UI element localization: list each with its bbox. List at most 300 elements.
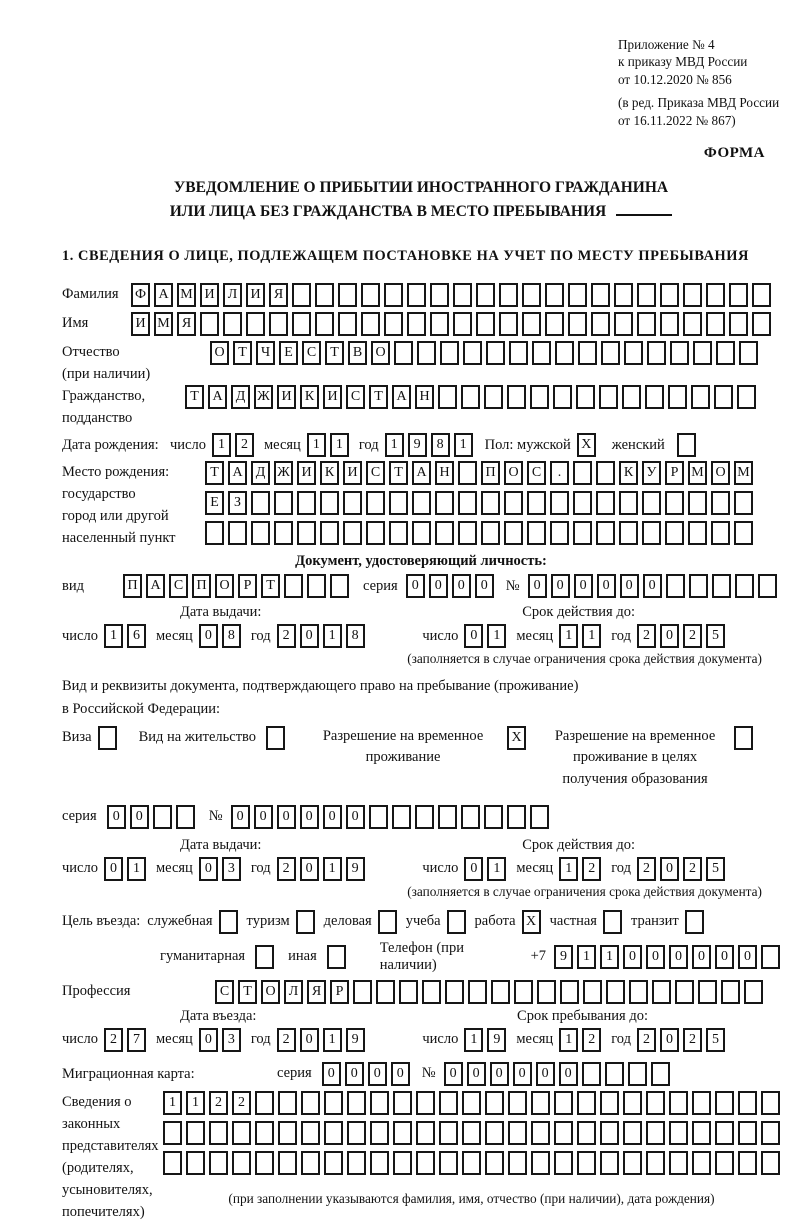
char-cell[interactable] bbox=[200, 312, 219, 336]
char-cell[interactable] bbox=[623, 1151, 642, 1175]
sex-male-checkbox[interactable] bbox=[577, 433, 596, 457]
char-cell[interactable]: Я bbox=[177, 312, 196, 336]
char-cell[interactable]: 0 bbox=[660, 624, 679, 648]
char-cell[interactable]: 2 bbox=[637, 624, 656, 648]
char-cell[interactable]: 0 bbox=[444, 1062, 463, 1086]
char-cell[interactable]: И bbox=[343, 461, 362, 485]
char-cell[interactable] bbox=[554, 1151, 573, 1175]
char-cell[interactable] bbox=[407, 283, 426, 307]
char-cell[interactable] bbox=[688, 521, 707, 545]
char-cell[interactable]: 0 bbox=[199, 624, 218, 648]
char-cell[interactable] bbox=[228, 521, 247, 545]
char-cell[interactable]: 3 bbox=[222, 1028, 241, 1052]
char-cell[interactable] bbox=[301, 1091, 320, 1115]
char-cell[interactable] bbox=[343, 491, 362, 515]
char-cell[interactable]: 2 bbox=[277, 624, 296, 648]
char-cell[interactable] bbox=[685, 910, 704, 934]
char-cell[interactable] bbox=[675, 980, 694, 1004]
char-cell[interactable] bbox=[246, 312, 265, 336]
char-cell[interactable] bbox=[438, 805, 457, 829]
char-cell[interactable] bbox=[734, 491, 753, 515]
residence-permit-checkbox[interactable] bbox=[266, 726, 285, 750]
char-cell[interactable]: . bbox=[550, 461, 569, 485]
char-cell[interactable] bbox=[347, 1151, 366, 1175]
char-cell[interactable]: 1 bbox=[127, 857, 146, 881]
char-cell[interactable] bbox=[504, 521, 523, 545]
char-cell[interactable] bbox=[366, 521, 385, 545]
char-cell[interactable] bbox=[416, 1091, 435, 1115]
char-cell[interactable]: А bbox=[208, 385, 227, 409]
char-cell[interactable] bbox=[550, 521, 569, 545]
char-cell[interactable] bbox=[665, 491, 684, 515]
char-cell[interactable] bbox=[266, 726, 285, 750]
char-cell[interactable]: М bbox=[177, 283, 196, 307]
representatives-line2-cells[interactable] bbox=[163, 1121, 780, 1145]
char-cell[interactable]: 5 bbox=[706, 1028, 725, 1052]
char-cell[interactable] bbox=[393, 1151, 412, 1175]
char-cell[interactable] bbox=[761, 945, 780, 969]
char-cell[interactable] bbox=[462, 1151, 481, 1175]
char-cell[interactable] bbox=[752, 283, 771, 307]
residence-validity-year-cells[interactable] bbox=[637, 857, 725, 881]
char-cell[interactable] bbox=[583, 980, 602, 1004]
char-cell[interactable] bbox=[481, 521, 500, 545]
char-cell[interactable] bbox=[545, 312, 564, 336]
doc-seriya-cells[interactable] bbox=[406, 574, 494, 598]
purpose-humanitarian-checkbox[interactable] bbox=[255, 945, 274, 969]
char-cell[interactable] bbox=[692, 1151, 711, 1175]
char-cell[interactable]: 0 bbox=[551, 574, 570, 598]
char-cell[interactable] bbox=[98, 726, 117, 750]
char-cell[interactable]: 1 bbox=[385, 433, 404, 457]
char-cell[interactable] bbox=[507, 805, 526, 829]
char-cell[interactable] bbox=[554, 1091, 573, 1115]
char-cell[interactable] bbox=[553, 385, 572, 409]
purpose-tourism-checkbox[interactable] bbox=[296, 910, 315, 934]
char-cell[interactable] bbox=[689, 574, 708, 598]
char-cell[interactable]: 8 bbox=[346, 624, 365, 648]
citizenship-cells[interactable] bbox=[185, 385, 756, 409]
char-cell[interactable]: 0 bbox=[643, 574, 662, 598]
char-cell[interactable] bbox=[622, 385, 641, 409]
char-cell[interactable]: 0 bbox=[346, 805, 365, 829]
char-cell[interactable] bbox=[651, 1062, 670, 1086]
char-cell[interactable]: С bbox=[346, 385, 365, 409]
char-cell[interactable] bbox=[430, 312, 449, 336]
birthplace-line2-cells[interactable] bbox=[205, 491, 753, 515]
char-cell[interactable] bbox=[706, 283, 725, 307]
char-cell[interactable] bbox=[752, 312, 771, 336]
char-cell[interactable]: 2 bbox=[637, 857, 656, 881]
char-cell[interactable] bbox=[399, 980, 418, 1004]
char-cell[interactable] bbox=[338, 312, 357, 336]
char-cell[interactable]: 0 bbox=[107, 805, 126, 829]
char-cell[interactable]: А bbox=[392, 385, 411, 409]
char-cell[interactable] bbox=[301, 1151, 320, 1175]
char-cell[interactable]: X bbox=[507, 726, 526, 750]
char-cell[interactable]: О bbox=[711, 461, 730, 485]
char-cell[interactable]: 0 bbox=[660, 857, 679, 881]
char-cell[interactable]: 2 bbox=[582, 1028, 601, 1052]
char-cell[interactable] bbox=[485, 1091, 504, 1115]
char-cell[interactable]: 0 bbox=[490, 1062, 509, 1086]
char-cell[interactable] bbox=[269, 312, 288, 336]
char-cell[interactable] bbox=[255, 1091, 274, 1115]
char-cell[interactable]: И bbox=[246, 283, 265, 307]
residence-issue-day-cells[interactable] bbox=[104, 857, 146, 881]
char-cell[interactable]: 1 bbox=[577, 945, 596, 969]
char-cell[interactable] bbox=[568, 312, 587, 336]
char-cell[interactable]: 9 bbox=[346, 857, 365, 881]
char-cell[interactable] bbox=[232, 1151, 251, 1175]
char-cell[interactable]: О bbox=[504, 461, 523, 485]
char-cell[interactable] bbox=[670, 341, 689, 365]
char-cell[interactable] bbox=[292, 283, 311, 307]
char-cell[interactable] bbox=[527, 491, 546, 515]
char-cell[interactable]: 1 bbox=[487, 857, 506, 881]
char-cell[interactable]: П bbox=[481, 461, 500, 485]
char-cell[interactable]: 0 bbox=[323, 805, 342, 829]
char-cell[interactable] bbox=[691, 385, 710, 409]
char-cell[interactable] bbox=[251, 521, 270, 545]
char-cell[interactable] bbox=[435, 521, 454, 545]
char-cell[interactable] bbox=[462, 1121, 481, 1145]
temp-residence-checkbox[interactable] bbox=[507, 726, 526, 750]
char-cell[interactable] bbox=[614, 283, 633, 307]
char-cell[interactable] bbox=[715, 1091, 734, 1115]
char-cell[interactable]: 2 bbox=[683, 857, 702, 881]
char-cell[interactable]: Д bbox=[251, 461, 270, 485]
char-cell[interactable]: П bbox=[123, 574, 142, 598]
char-cell[interactable] bbox=[692, 1091, 711, 1115]
char-cell[interactable] bbox=[683, 312, 702, 336]
doc-issue-year-cells[interactable] bbox=[277, 624, 365, 648]
char-cell[interactable] bbox=[338, 283, 357, 307]
char-cell[interactable] bbox=[509, 341, 528, 365]
char-cell[interactable]: 0 bbox=[646, 945, 665, 969]
char-cell[interactable]: 0 bbox=[464, 624, 483, 648]
char-cell[interactable] bbox=[550, 491, 569, 515]
char-cell[interactable] bbox=[209, 1151, 228, 1175]
char-cell[interactable]: С bbox=[527, 461, 546, 485]
doc-validity-year-cells[interactable] bbox=[637, 624, 725, 648]
purpose-other-checkbox[interactable] bbox=[327, 945, 346, 969]
char-cell[interactable] bbox=[353, 980, 372, 1004]
char-cell[interactable] bbox=[186, 1151, 205, 1175]
char-cell[interactable] bbox=[301, 1121, 320, 1145]
char-cell[interactable] bbox=[738, 1091, 757, 1115]
char-cell[interactable]: О bbox=[261, 980, 280, 1004]
char-cell[interactable] bbox=[324, 1151, 343, 1175]
char-cell[interactable] bbox=[737, 385, 756, 409]
char-cell[interactable] bbox=[476, 312, 495, 336]
char-cell[interactable] bbox=[628, 1062, 647, 1086]
char-cell[interactable] bbox=[573, 461, 592, 485]
char-cell[interactable] bbox=[738, 1151, 757, 1175]
char-cell[interactable] bbox=[327, 945, 346, 969]
char-cell[interactable] bbox=[369, 805, 388, 829]
char-cell[interactable]: 2 bbox=[637, 1028, 656, 1052]
char-cell[interactable]: М bbox=[154, 312, 173, 336]
char-cell[interactable] bbox=[507, 385, 526, 409]
char-cell[interactable] bbox=[646, 1091, 665, 1115]
char-cell[interactable] bbox=[606, 980, 625, 1004]
char-cell[interactable]: 1 bbox=[307, 433, 326, 457]
char-cell[interactable]: И bbox=[323, 385, 342, 409]
char-cell[interactable]: 1 bbox=[600, 945, 619, 969]
char-cell[interactable] bbox=[370, 1151, 389, 1175]
residence-issue-month-cells[interactable] bbox=[199, 857, 241, 881]
char-cell[interactable]: 0 bbox=[574, 574, 593, 598]
char-cell[interactable] bbox=[596, 491, 615, 515]
char-cell[interactable] bbox=[347, 1091, 366, 1115]
char-cell[interactable] bbox=[578, 341, 597, 365]
char-cell[interactable]: 2 bbox=[232, 1091, 251, 1115]
char-cell[interactable]: 3 bbox=[222, 857, 241, 881]
char-cell[interactable]: 0 bbox=[660, 1028, 679, 1052]
char-cell[interactable] bbox=[711, 521, 730, 545]
char-cell[interactable]: А bbox=[146, 574, 165, 598]
visa-checkbox[interactable] bbox=[98, 726, 117, 750]
char-cell[interactable] bbox=[416, 1151, 435, 1175]
char-cell[interactable]: 0 bbox=[467, 1062, 486, 1086]
char-cell[interactable] bbox=[438, 385, 457, 409]
char-cell[interactable]: 0 bbox=[199, 857, 218, 881]
char-cell[interactable]: 0 bbox=[620, 574, 639, 598]
char-cell[interactable]: 5 bbox=[706, 857, 725, 881]
char-cell[interactable] bbox=[274, 491, 293, 515]
char-cell[interactable]: 0 bbox=[738, 945, 757, 969]
char-cell[interactable] bbox=[601, 341, 620, 365]
char-cell[interactable] bbox=[591, 312, 610, 336]
temp-residence-education-checkbox[interactable] bbox=[734, 726, 753, 750]
char-cell[interactable] bbox=[447, 910, 466, 934]
char-cell[interactable] bbox=[738, 1121, 757, 1145]
char-cell[interactable]: К bbox=[320, 461, 339, 485]
doc-issue-day-cells[interactable] bbox=[104, 624, 146, 648]
birth-month-cells[interactable] bbox=[307, 433, 349, 457]
char-cell[interactable]: 1 bbox=[582, 624, 601, 648]
char-cell[interactable] bbox=[734, 521, 753, 545]
char-cell[interactable]: С bbox=[302, 341, 321, 365]
char-cell[interactable]: А bbox=[228, 461, 247, 485]
char-cell[interactable] bbox=[297, 491, 316, 515]
char-cell[interactable] bbox=[255, 945, 274, 969]
char-cell[interactable]: Ф bbox=[131, 283, 150, 307]
char-cell[interactable] bbox=[440, 341, 459, 365]
char-cell[interactable]: 0 bbox=[597, 574, 616, 598]
residence-issue-year-cells[interactable] bbox=[277, 857, 365, 881]
char-cell[interactable] bbox=[278, 1091, 297, 1115]
char-cell[interactable] bbox=[623, 1091, 642, 1115]
char-cell[interactable] bbox=[605, 1062, 624, 1086]
char-cell[interactable] bbox=[642, 521, 661, 545]
char-cell[interactable] bbox=[692, 1121, 711, 1145]
char-cell[interactable] bbox=[624, 341, 643, 365]
char-cell[interactable]: 0 bbox=[300, 1028, 319, 1052]
birthplace-line3-cells[interactable] bbox=[205, 521, 753, 545]
profession-cells[interactable] bbox=[215, 980, 763, 1004]
char-cell[interactable]: 1 bbox=[559, 1028, 578, 1052]
char-cell[interactable]: 9 bbox=[487, 1028, 506, 1052]
char-cell[interactable] bbox=[412, 491, 431, 515]
birth-year-cells[interactable] bbox=[385, 433, 473, 457]
char-cell[interactable]: 2 bbox=[235, 433, 254, 457]
char-cell[interactable] bbox=[715, 1151, 734, 1175]
char-cell[interactable] bbox=[186, 1121, 205, 1145]
char-cell[interactable]: С bbox=[215, 980, 234, 1004]
char-cell[interactable]: В bbox=[348, 341, 367, 365]
char-cell[interactable] bbox=[596, 521, 615, 545]
until-day-cells[interactable] bbox=[464, 1028, 506, 1052]
char-cell[interactable] bbox=[485, 1151, 504, 1175]
char-cell[interactable]: X bbox=[577, 433, 596, 457]
char-cell[interactable]: 8 bbox=[431, 433, 450, 457]
char-cell[interactable] bbox=[209, 1121, 228, 1145]
char-cell[interactable]: Т bbox=[233, 341, 252, 365]
char-cell[interactable] bbox=[652, 980, 671, 1004]
char-cell[interactable]: 7 bbox=[127, 1028, 146, 1052]
char-cell[interactable]: 1 bbox=[323, 624, 342, 648]
char-cell[interactable]: С bbox=[169, 574, 188, 598]
char-cell[interactable]: П bbox=[192, 574, 211, 598]
char-cell[interactable]: 0 bbox=[322, 1062, 341, 1086]
purpose-business-checkbox[interactable] bbox=[219, 910, 238, 934]
char-cell[interactable] bbox=[219, 910, 238, 934]
char-cell[interactable] bbox=[761, 1121, 780, 1145]
char-cell[interactable] bbox=[573, 521, 592, 545]
char-cell[interactable] bbox=[439, 1121, 458, 1145]
char-cell[interactable] bbox=[458, 521, 477, 545]
char-cell[interactable] bbox=[485, 1121, 504, 1145]
char-cell[interactable] bbox=[461, 805, 480, 829]
char-cell[interactable] bbox=[560, 980, 579, 1004]
char-cell[interactable]: Е bbox=[205, 491, 224, 515]
birthplace-line1-cells[interactable] bbox=[205, 461, 753, 485]
char-cell[interactable]: Т bbox=[185, 385, 204, 409]
char-cell[interactable] bbox=[274, 521, 293, 545]
birth-day-cells[interactable] bbox=[212, 433, 254, 457]
char-cell[interactable] bbox=[669, 1121, 688, 1145]
char-cell[interactable] bbox=[476, 283, 495, 307]
char-cell[interactable] bbox=[591, 283, 610, 307]
char-cell[interactable]: Т bbox=[238, 980, 257, 1004]
char-cell[interactable] bbox=[255, 1151, 274, 1175]
char-cell[interactable] bbox=[530, 385, 549, 409]
char-cell[interactable] bbox=[646, 1121, 665, 1145]
char-cell[interactable] bbox=[744, 980, 763, 1004]
char-cell[interactable] bbox=[393, 1091, 412, 1115]
doc-type-cells[interactable] bbox=[123, 574, 349, 598]
char-cell[interactable] bbox=[468, 980, 487, 1004]
char-cell[interactable] bbox=[576, 385, 595, 409]
char-cell[interactable] bbox=[545, 283, 564, 307]
doc-issue-month-cells[interactable] bbox=[199, 624, 241, 648]
representatives-line3-cells[interactable] bbox=[163, 1151, 780, 1175]
char-cell[interactable]: 0 bbox=[199, 1028, 218, 1052]
char-cell[interactable]: 0 bbox=[406, 574, 425, 598]
char-cell[interactable] bbox=[577, 1151, 596, 1175]
char-cell[interactable]: Р bbox=[330, 980, 349, 1004]
char-cell[interactable] bbox=[508, 1121, 527, 1145]
char-cell[interactable] bbox=[481, 491, 500, 515]
char-cell[interactable]: 2 bbox=[104, 1028, 123, 1052]
char-cell[interactable] bbox=[392, 805, 411, 829]
char-cell[interactable]: 0 bbox=[692, 945, 711, 969]
char-cell[interactable] bbox=[330, 574, 349, 598]
char-cell[interactable]: 0 bbox=[345, 1062, 364, 1086]
char-cell[interactable] bbox=[530, 805, 549, 829]
char-cell[interactable] bbox=[761, 1091, 780, 1115]
residence-validity-month-cells[interactable] bbox=[559, 857, 601, 881]
char-cell[interactable] bbox=[577, 1121, 596, 1145]
char-cell[interactable] bbox=[677, 433, 696, 457]
char-cell[interactable] bbox=[499, 283, 518, 307]
char-cell[interactable]: И bbox=[277, 385, 296, 409]
char-cell[interactable]: 2 bbox=[277, 857, 296, 881]
char-cell[interactable] bbox=[739, 341, 758, 365]
char-cell[interactable] bbox=[623, 1121, 642, 1145]
char-cell[interactable]: С bbox=[366, 461, 385, 485]
char-cell[interactable] bbox=[486, 341, 505, 365]
char-cell[interactable]: 1 bbox=[559, 857, 578, 881]
char-cell[interactable] bbox=[514, 980, 533, 1004]
char-cell[interactable] bbox=[614, 312, 633, 336]
char-cell[interactable] bbox=[600, 1151, 619, 1175]
char-cell[interactable]: 6 bbox=[127, 624, 146, 648]
char-cell[interactable]: 1 bbox=[212, 433, 231, 457]
char-cell[interactable]: Т bbox=[369, 385, 388, 409]
char-cell[interactable] bbox=[508, 1151, 527, 1175]
entry-day-cells[interactable] bbox=[104, 1028, 146, 1052]
char-cell[interactable] bbox=[163, 1151, 182, 1175]
char-cell[interactable] bbox=[522, 312, 541, 336]
char-cell[interactable] bbox=[668, 385, 687, 409]
char-cell[interactable] bbox=[389, 491, 408, 515]
char-cell[interactable]: 2 bbox=[683, 1028, 702, 1052]
char-cell[interactable] bbox=[251, 491, 270, 515]
char-cell[interactable]: 0 bbox=[231, 805, 250, 829]
char-cell[interactable]: 0 bbox=[464, 857, 483, 881]
char-cell[interactable]: Е bbox=[279, 341, 298, 365]
char-cell[interactable]: Т bbox=[261, 574, 280, 598]
char-cell[interactable]: К bbox=[300, 385, 319, 409]
char-cell[interactable]: И bbox=[200, 283, 219, 307]
char-cell[interactable]: О bbox=[371, 341, 390, 365]
char-cell[interactable]: К bbox=[619, 461, 638, 485]
char-cell[interactable]: 9 bbox=[346, 1028, 365, 1052]
char-cell[interactable]: 5 bbox=[706, 624, 725, 648]
until-month-cells[interactable] bbox=[559, 1028, 601, 1052]
char-cell[interactable] bbox=[384, 312, 403, 336]
char-cell[interactable] bbox=[698, 980, 717, 1004]
char-cell[interactable]: И bbox=[297, 461, 316, 485]
sex-female-checkbox[interactable] bbox=[677, 433, 696, 457]
char-cell[interactable] bbox=[716, 341, 735, 365]
char-cell[interactable] bbox=[734, 726, 753, 750]
char-cell[interactable] bbox=[439, 1091, 458, 1115]
char-cell[interactable] bbox=[660, 312, 679, 336]
char-cell[interactable] bbox=[176, 805, 195, 829]
char-cell[interactable] bbox=[537, 980, 556, 1004]
char-cell[interactable] bbox=[582, 1062, 601, 1086]
char-cell[interactable] bbox=[453, 312, 472, 336]
char-cell[interactable]: 0 bbox=[300, 805, 319, 829]
char-cell[interactable]: У bbox=[642, 461, 661, 485]
char-cell[interactable] bbox=[463, 341, 482, 365]
char-cell[interactable]: Я bbox=[269, 283, 288, 307]
char-cell[interactable] bbox=[307, 574, 326, 598]
